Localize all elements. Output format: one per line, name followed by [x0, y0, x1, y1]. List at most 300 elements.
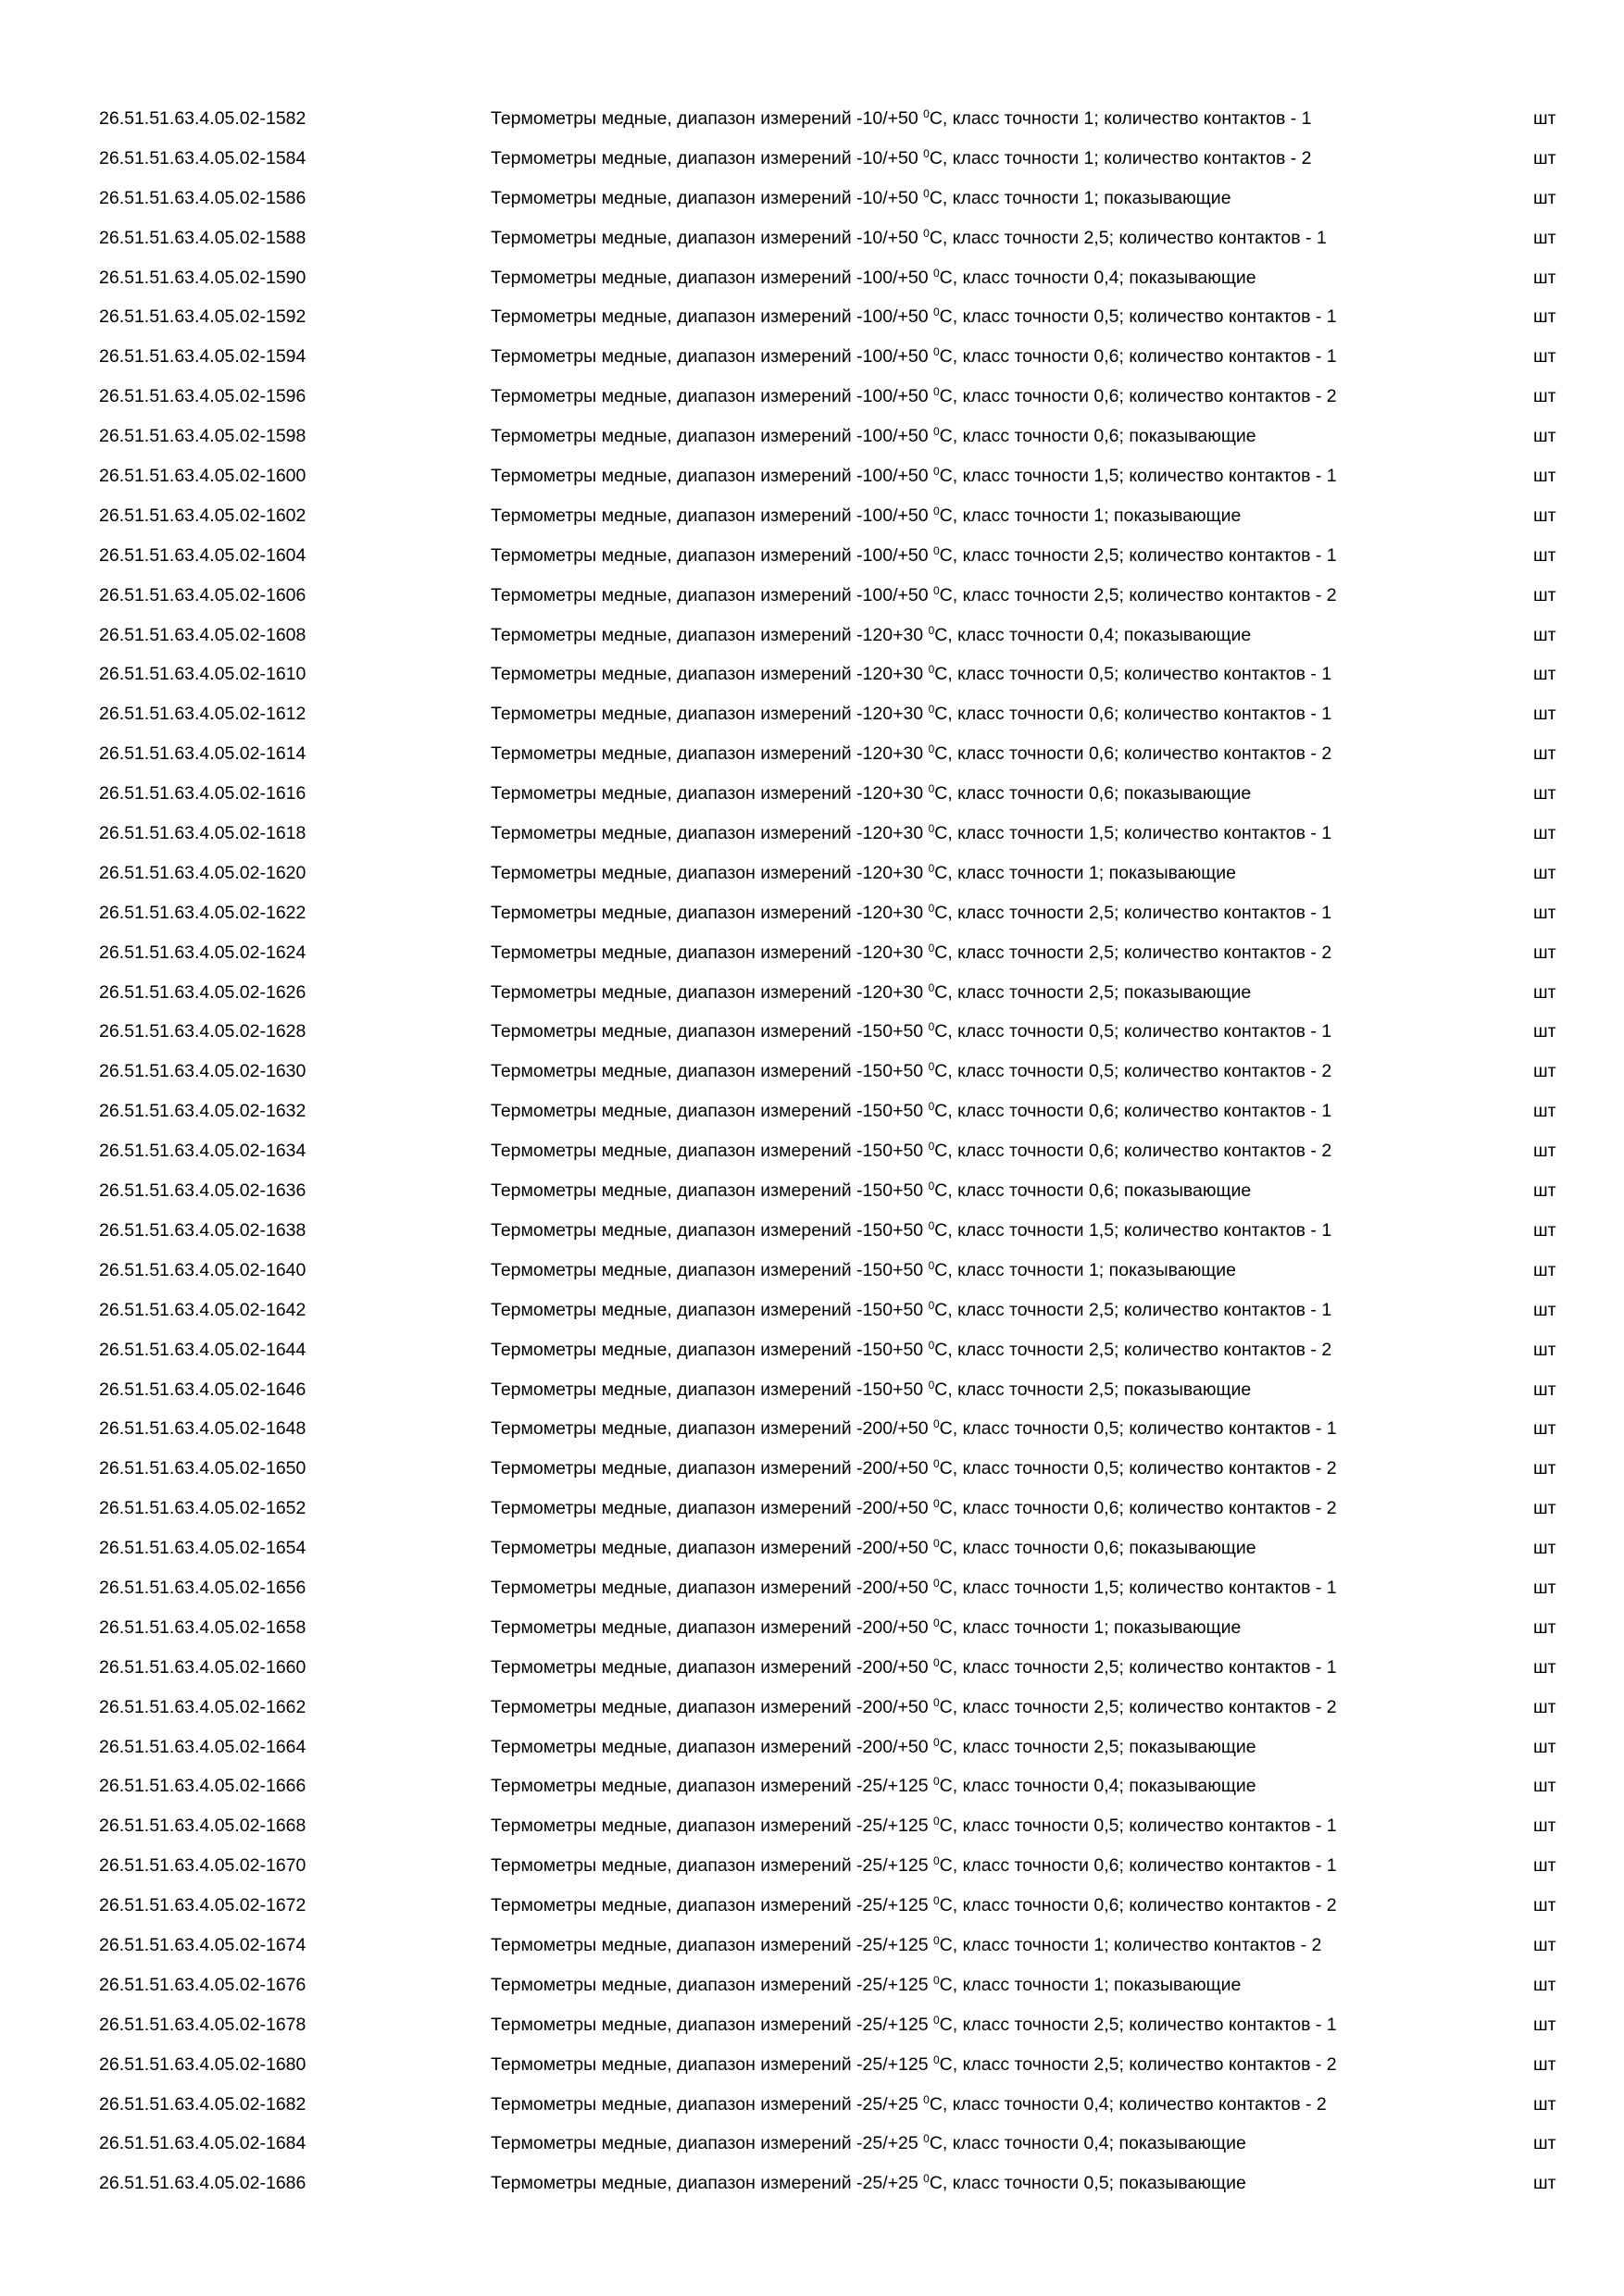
- item-description: [491, 417, 1256, 456]
- item-description: [491, 218, 1327, 258]
- degree-mark: 0: [923, 2132, 930, 2146]
- item-code: 26.51.51.63.4.05.02-1674: [99, 1934, 306, 1955]
- description-class: С, класс точности 2,5; количество контактов - 1: [934, 902, 1332, 923]
- item-code: 26.51.51.63.4.05.02-1592: [99, 306, 306, 328]
- description-range: Термометры медные, диапазон измерений -150+50: [491, 1061, 929, 1082]
- item-unit: шт: [1533, 2093, 1556, 2115]
- description-class: С, класс точности 0,6; показывающие: [934, 783, 1252, 805]
- item-code: 26.51.51.63.4.05.02-1672: [99, 1895, 306, 1916]
- table-row: [0, 973, 1624, 1013]
- item-description: [491, 973, 1251, 1013]
- description-class: С, класс точности 0,6; показывающие: [934, 1180, 1252, 1202]
- table-row: [0, 1370, 1624, 1410]
- item-unit: шт: [1533, 664, 1556, 685]
- degree-mark: 0: [928, 861, 935, 875]
- item-description: [491, 2164, 1246, 2203]
- item-unit: шт: [1533, 1021, 1556, 1042]
- degree-mark: 0: [928, 980, 935, 994]
- item-code: 26.51.51.63.4.05.02-1638: [99, 1219, 306, 1241]
- description-range: Термометры медные, диапазон измерений -200/+50: [491, 1498, 933, 1519]
- description-range: Термометры медные, диапазон измерений -150+50: [491, 1339, 929, 1360]
- description-range: Термометры медные, диапазон измерений -150+50: [491, 1180, 929, 1202]
- description-range: Термометры медные, диапазон измерений -25/+25: [491, 2133, 924, 2154]
- description-range: Термометры медные, диапазон измерений -100/+50: [491, 466, 933, 487]
- description-class: С, класс точности 2,5; количество контактов - 1: [929, 227, 1327, 248]
- table-row: [0, 1806, 1624, 1846]
- item-unit: шт: [1533, 1577, 1556, 1598]
- table-row: [0, 933, 1624, 973]
- description-class: С, класс точности 1; показывающие: [939, 505, 1242, 526]
- item-unit: шт: [1533, 386, 1556, 407]
- item-description: [491, 179, 1231, 218]
- description-class: С, класс точности 2,5; количество контактов - 2: [939, 2053, 1337, 2075]
- description-class: С, класс точности 1; количество контактов - 2: [939, 1934, 1322, 1955]
- description-range: Термометры медные, диапазон измерений -25/+125: [491, 1816, 933, 1837]
- degree-mark: 0: [932, 1735, 940, 1749]
- degree-mark: 0: [928, 941, 935, 955]
- degree-mark: 0: [932, 1775, 940, 1789]
- description-class: С, класс точности 2,5; количество контактов - 2: [939, 584, 1337, 605]
- description-range: Термометры медные, диапазон измерений -120+30: [491, 664, 929, 685]
- description-class: С, класс точности 1,5; количество контактов - 1: [934, 823, 1332, 844]
- degree-mark: 0: [928, 742, 935, 756]
- description-class: С, класс точности 1; показывающие: [934, 862, 1236, 883]
- description-class: С, класс точности 2,5; количество контактов - 2: [934, 942, 1332, 963]
- description-range: Термометры медные, диапазон измерений -200/+50: [491, 1577, 933, 1598]
- description-class: С, класс точности 0,6; количество контактов - 1: [939, 346, 1337, 368]
- description-class: С, класс точности 0,6; количество контактов - 2: [934, 743, 1332, 765]
- description-class: С, класс точности 2,5; количество контактов - 1: [934, 1299, 1332, 1320]
- description-range: Термометры медные, диапазон измерений -120+30: [491, 942, 929, 963]
- item-unit: шт: [1533, 466, 1556, 487]
- description-range: Термометры медные, диапазон измерений -10/+50: [491, 108, 924, 129]
- degree-mark: 0: [928, 1020, 935, 1034]
- description-class: С, класс точности 0,5; количество контактов - 1: [934, 664, 1332, 685]
- description-class: С, класс точности 0,6; количество контактов - 1: [934, 704, 1332, 725]
- item-description: [491, 1648, 1337, 1688]
- item-code: 26.51.51.63.4.05.02-1684: [99, 2133, 306, 2154]
- item-unit: шт: [1533, 1259, 1556, 1280]
- description-class: С, класс точности 0,5; количество контактов - 1: [939, 1816, 1337, 1837]
- description-range: Термометры медные, диапазон измерений -150+50: [491, 1021, 929, 1042]
- item-code: 26.51.51.63.4.05.02-1646: [99, 1379, 306, 1400]
- table-row: [0, 1330, 1624, 1370]
- item-unit: шт: [1533, 704, 1556, 725]
- item-description: [491, 139, 1312, 179]
- degree-mark: 0: [928, 1378, 935, 1391]
- item-description: [491, 1608, 1241, 1648]
- description-class: С, класс точности 2,5; количество контактов - 1: [939, 2014, 1337, 2035]
- item-description: [491, 1092, 1331, 1131]
- degree-mark: 0: [932, 1497, 940, 1511]
- item-unit: шт: [1533, 346, 1556, 368]
- table-row: [0, 1766, 1624, 1806]
- description-class: С, класс точности 0,6; количество контактов - 1: [934, 1101, 1332, 1122]
- item-code: 26.51.51.63.4.05.02-1630: [99, 1061, 306, 1082]
- item-code: 26.51.51.63.4.05.02-1656: [99, 1577, 306, 1598]
- item-code: 26.51.51.63.4.05.02-1686: [99, 2173, 306, 2194]
- item-unit: шт: [1533, 1418, 1556, 1440]
- description-class: С, класс точности 0,4; показывающие: [934, 624, 1252, 645]
- item-unit: шт: [1533, 1299, 1556, 1320]
- degree-mark: 0: [928, 782, 935, 796]
- item-description: [491, 1052, 1331, 1092]
- table-row: [0, 576, 1624, 616]
- table-row: [0, 139, 1624, 179]
- item-code: 26.51.51.63.4.05.02-1634: [99, 1141, 306, 1162]
- degree-mark: 0: [928, 1298, 935, 1312]
- item-description: [491, 774, 1251, 814]
- description-class: С, класс точности 1,5; количество контактов - 1: [934, 1219, 1332, 1241]
- item-code: 26.51.51.63.4.05.02-1666: [99, 1776, 306, 1797]
- description-range: Термометры медные, диапазон измерений -25/+125: [491, 1895, 933, 1916]
- item-unit: шт: [1533, 1379, 1556, 1400]
- table-row: [0, 1965, 1624, 2005]
- item-code: 26.51.51.63.4.05.02-1600: [99, 466, 306, 487]
- description-class: С, класс точности 0,5; количество контактов - 1: [934, 1021, 1332, 1042]
- table-row: [0, 1092, 1624, 1131]
- table-row: [0, 655, 1624, 694]
- description-range: Термометры медные, диапазон измерений -100/+50: [491, 584, 933, 605]
- item-code: 26.51.51.63.4.05.02-1618: [99, 823, 306, 844]
- item-description: [491, 1766, 1256, 1806]
- description-range: Термометры медные, диапазон измерений -120+30: [491, 624, 929, 645]
- item-code: 26.51.51.63.4.05.02-1612: [99, 704, 306, 725]
- description-class: С, класс точности 1; показывающие: [934, 1259, 1236, 1280]
- degree-mark: 0: [932, 583, 940, 597]
- degree-mark: 0: [928, 1100, 935, 1114]
- table-row: [0, 377, 1624, 417]
- item-unit: шт: [1533, 1616, 1556, 1638]
- item-description: [491, 1211, 1331, 1251]
- table-row: [0, 1211, 1624, 1251]
- item-unit: шт: [1533, 108, 1556, 129]
- description-range: Термометры медные, диапазон измерений -25/+25: [491, 2093, 924, 2115]
- item-unit: шт: [1533, 2053, 1556, 2075]
- item-unit: шт: [1533, 187, 1556, 208]
- item-code: 26.51.51.63.4.05.02-1582: [99, 108, 306, 129]
- table-row: [0, 1608, 1624, 1648]
- item-unit: шт: [1533, 1180, 1556, 1202]
- table-row: [0, 814, 1624, 854]
- description-range: Термометры медные, диапазон измерений -100/+50: [491, 505, 933, 526]
- item-unit: шт: [1533, 227, 1556, 248]
- item-description: [491, 99, 1312, 139]
- description-class: С, класс точности 0,6; количество контактов - 2: [939, 386, 1337, 407]
- table-row: [0, 297, 1624, 337]
- item-unit: шт: [1533, 1934, 1556, 1955]
- degree-mark: 0: [928, 1258, 935, 1272]
- description-range: Термометры медные, диапазон измерений -150+50: [491, 1259, 929, 1280]
- item-code: 26.51.51.63.4.05.02-1636: [99, 1180, 306, 1202]
- item-code: 26.51.51.63.4.05.02-1616: [99, 783, 306, 805]
- item-unit: шт: [1533, 1538, 1556, 1559]
- description-range: Термометры медные, диапазон измерений -25/+125: [491, 2014, 933, 2035]
- degree-mark: 0: [932, 1933, 940, 1947]
- degree-mark: 0: [932, 1537, 940, 1551]
- table-row: [0, 1926, 1624, 1965]
- table-row: [0, 694, 1624, 734]
- item-description: [491, 1846, 1337, 1886]
- item-description: [491, 1449, 1337, 1489]
- degree-mark: 0: [928, 1140, 935, 1154]
- degree-mark: 0: [932, 2013, 940, 2027]
- item-description: [491, 377, 1337, 417]
- table-row: [0, 1171, 1624, 1211]
- description-class: С, класс точности 1; показывающие: [929, 187, 1231, 208]
- item-description: [491, 1330, 1331, 1370]
- degree-mark: 0: [923, 107, 930, 120]
- table-row: [0, 258, 1624, 298]
- description-range: Термометры медные, диапазон измерений -120+30: [491, 704, 929, 725]
- item-unit: шт: [1533, 823, 1556, 844]
- degree-mark: 0: [928, 1060, 935, 1074]
- item-description: [491, 297, 1337, 337]
- item-description: [491, 1131, 1331, 1171]
- item-code: 26.51.51.63.4.05.02-1654: [99, 1538, 306, 1559]
- item-unit: шт: [1533, 1339, 1556, 1360]
- table-row: [0, 734, 1624, 774]
- item-code: 26.51.51.63.4.05.02-1604: [99, 544, 306, 566]
- item-description: [491, 496, 1241, 536]
- degree-mark: 0: [928, 623, 935, 637]
- degree-mark: 0: [932, 1973, 940, 1987]
- table-row: [0, 1648, 1624, 1688]
- item-description: [491, 536, 1337, 576]
- description-class: С, класс точности 0,6; количество контактов - 2: [939, 1498, 1337, 1519]
- description-range: Термометры медные, диапазон измерений -200/+50: [491, 1656, 933, 1678]
- item-unit: шт: [1533, 2133, 1556, 2154]
- table-row: [0, 536, 1624, 576]
- degree-mark: 0: [928, 703, 935, 717]
- description-range: Термометры медные, диапазон измерений -100/+50: [491, 306, 933, 328]
- degree-mark: 0: [932, 306, 940, 319]
- description-range: Термометры медные, диапазон измерений -10/+50: [491, 227, 924, 248]
- item-code: 26.51.51.63.4.05.02-1610: [99, 664, 306, 685]
- item-description: [491, 1529, 1256, 1568]
- table-row: [0, 337, 1624, 377]
- item-unit: шт: [1533, 1895, 1556, 1916]
- item-code: 26.51.51.63.4.05.02-1668: [99, 1816, 306, 1837]
- degree-mark: 0: [923, 2092, 930, 2106]
- item-code: 26.51.51.63.4.05.02-1664: [99, 1736, 306, 1757]
- item-code: 26.51.51.63.4.05.02-1632: [99, 1101, 306, 1122]
- item-description: [491, 258, 1256, 298]
- item-unit: шт: [1533, 1974, 1556, 1995]
- item-unit: шт: [1533, 267, 1556, 288]
- price-table: [0, 99, 1624, 2203]
- description-range: Термометры медные, диапазон измерений -25/+125: [491, 1855, 933, 1877]
- item-description: [491, 1370, 1251, 1410]
- description-class: С, класс точности 0,4; показывающие: [939, 267, 1256, 288]
- description-range: Термометры медные, диапазон измерений -10/+50: [491, 147, 924, 168]
- item-description: [491, 734, 1331, 774]
- item-description: [491, 1965, 1241, 2005]
- degree-mark: 0: [932, 1655, 940, 1669]
- description-class: С, класс точности 0,4; показывающие: [929, 2133, 1246, 2154]
- table-row: [0, 456, 1624, 496]
- item-description: [491, 1291, 1331, 1330]
- item-code: 26.51.51.63.4.05.02-1670: [99, 1855, 306, 1877]
- degree-mark: 0: [932, 1457, 940, 1471]
- description-range: Термометры медные, диапазон измерений -25/+125: [491, 2053, 933, 2075]
- description-range: Термометры медные, диапазон измерений -120+30: [491, 823, 929, 844]
- item-unit: шт: [1533, 1101, 1556, 1122]
- description-range: Термометры медные, диапазон измерений -200/+50: [491, 1736, 933, 1757]
- item-unit: шт: [1533, 942, 1556, 963]
- degree-mark: 0: [928, 1218, 935, 1232]
- table-row: [0, 496, 1624, 536]
- table-row: [0, 854, 1624, 893]
- table-row: [0, 2045, 1624, 2085]
- item-description: [491, 655, 1331, 694]
- description-class: С, класс точности 0,5; количество контактов - 1: [939, 306, 1337, 328]
- item-unit: шт: [1533, 306, 1556, 328]
- description-class: С, класс точности 1; количество контактов - 2: [929, 147, 1312, 168]
- table-row: [0, 2124, 1624, 2164]
- description-class: С, класс точности 0,6; количество контактов - 2: [934, 1141, 1332, 1162]
- description-class: С, класс точности 0,5; количество контактов - 1: [939, 1418, 1337, 1440]
- description-range: Термометры медные, диапазон измерений -120+30: [491, 783, 929, 805]
- degree-mark: 0: [932, 425, 940, 439]
- description-range: Термометры медные, диапазон измерений -25/+125: [491, 1776, 933, 1797]
- description-class: С, класс точности 1; показывающие: [939, 1974, 1242, 1995]
- description-range: Термометры медные, диапазон измерений -100/+50: [491, 426, 933, 447]
- table-row: [0, 616, 1624, 655]
- item-code: 26.51.51.63.4.05.02-1642: [99, 1299, 306, 1320]
- description-class: С, класс точности 2,5; количество контактов - 1: [939, 544, 1337, 566]
- item-description: [491, 337, 1337, 377]
- degree-mark: 0: [932, 1616, 940, 1629]
- item-description: [491, 576, 1337, 616]
- degree-mark: 0: [928, 1338, 935, 1352]
- item-unit: шт: [1533, 1855, 1556, 1877]
- table-row: [0, 1568, 1624, 1608]
- item-unit: шт: [1533, 1498, 1556, 1519]
- item-description: [491, 1489, 1337, 1529]
- table-row: [0, 1688, 1624, 1728]
- item-description: [491, 933, 1331, 973]
- item-code: 26.51.51.63.4.05.02-1588: [99, 227, 306, 248]
- degree-mark: 0: [932, 504, 940, 518]
- description-class: С, класс точности 0,6; показывающие: [939, 426, 1256, 447]
- description-range: Термометры медные, диапазон измерений -200/+50: [491, 1418, 933, 1440]
- item-code: 26.51.51.63.4.05.02-1598: [99, 426, 306, 447]
- degree-mark: 0: [932, 1417, 940, 1431]
- item-unit: шт: [1533, 902, 1556, 923]
- description-range: Термометры медные, диапазон измерений -25/+125: [491, 1974, 933, 1995]
- item-description: [491, 1171, 1251, 1211]
- item-unit: шт: [1533, 505, 1556, 526]
- item-code: 26.51.51.63.4.05.02-1622: [99, 902, 306, 923]
- item-description: [491, 893, 1331, 933]
- degree-mark: 0: [932, 1894, 940, 1908]
- item-unit: шт: [1533, 544, 1556, 566]
- item-unit: шт: [1533, 147, 1556, 168]
- table-row: [0, 1131, 1624, 1171]
- description-range: Термометры медные, диапазон измерений -200/+50: [491, 1458, 933, 1479]
- table-row: [0, 1886, 1624, 1926]
- degree-mark: 0: [932, 543, 940, 557]
- item-code: 26.51.51.63.4.05.02-1590: [99, 267, 306, 288]
- table-row: [0, 417, 1624, 456]
- item-description: [491, 854, 1236, 893]
- degree-mark: 0: [932, 1576, 940, 1590]
- table-row: [0, 2085, 1624, 2125]
- item-description: [491, 616, 1251, 655]
- description-class: С, класс точности 0,5; количество контактов - 2: [934, 1061, 1332, 1082]
- description-range: Термометры медные, диапазон измерений -150+50: [491, 1379, 929, 1400]
- item-unit: шт: [1533, 1141, 1556, 1162]
- description-range: Термометры медные, диапазон измерений -10/+50: [491, 187, 924, 208]
- table-row: [0, 99, 1624, 139]
- degree-mark: 0: [923, 226, 930, 240]
- table-row: [0, 2164, 1624, 2203]
- item-unit: шт: [1533, 1816, 1556, 1837]
- item-description: [491, 2085, 1327, 2125]
- description-range: Термометры медные, диапазон измерений -150+50: [491, 1101, 929, 1122]
- description-range: Термометры медные, диапазон измерений -150+50: [491, 1219, 929, 1241]
- degree-mark: 0: [932, 2053, 940, 2066]
- description-range: Термометры медные, диапазон измерений -200/+50: [491, 1616, 933, 1638]
- description-range: Термометры медные, диапазон измерений -100/+50: [491, 544, 933, 566]
- item-description: [491, 1012, 1331, 1052]
- table-row: [0, 1052, 1624, 1092]
- item-description: [491, 694, 1331, 734]
- item-unit: шт: [1533, 1458, 1556, 1479]
- item-unit: шт: [1533, 1696, 1556, 1717]
- degree-mark: 0: [932, 1815, 940, 1828]
- item-code: 26.51.51.63.4.05.02-1594: [99, 346, 306, 368]
- table-row: [0, 2005, 1624, 2045]
- item-code: 26.51.51.63.4.05.02-1614: [99, 743, 306, 765]
- item-unit: шт: [1533, 1219, 1556, 1241]
- item-unit: шт: [1533, 584, 1556, 605]
- table-row: [0, 1529, 1624, 1568]
- degree-mark: 0: [928, 663, 935, 677]
- item-unit: шт: [1533, 1656, 1556, 1678]
- item-code: 26.51.51.63.4.05.02-1648: [99, 1418, 306, 1440]
- description-class: С, класс точности 2,5; показывающие: [934, 981, 1252, 1003]
- description-range: Термометры медные, диапазон измерений -120+30: [491, 981, 929, 1003]
- table-row: [0, 218, 1624, 258]
- item-unit: шт: [1533, 981, 1556, 1003]
- table-row: [0, 1489, 1624, 1529]
- item-description: [491, 1806, 1337, 1846]
- table-row: [0, 1291, 1624, 1330]
- table-row: [0, 1449, 1624, 1489]
- item-code: 26.51.51.63.4.05.02-1652: [99, 1498, 306, 1519]
- item-unit: шт: [1533, 2014, 1556, 2035]
- table-row: [0, 1728, 1624, 1767]
- item-code: 26.51.51.63.4.05.02-1640: [99, 1259, 306, 1280]
- item-code: 26.51.51.63.4.05.02-1658: [99, 1616, 306, 1638]
- description-range: Термометры медные, диапазон измерений -100/+50: [491, 346, 933, 368]
- description-range: Термометры медные, диапазон измерений -120+30: [491, 902, 929, 923]
- table-row: [0, 1251, 1624, 1291]
- degree-mark: 0: [932, 1854, 940, 1868]
- description-class: С, класс точности 1; количество контактов - 1: [929, 108, 1312, 129]
- item-code: 26.51.51.63.4.05.02-1676: [99, 1974, 306, 1995]
- item-unit: шт: [1533, 862, 1556, 883]
- description-class: С, класс точности 1; показывающие: [939, 1616, 1242, 1638]
- item-code: 26.51.51.63.4.05.02-1680: [99, 2053, 306, 2075]
- description-class: С, класс точности 0,6; количество контактов - 1: [939, 1855, 1337, 1877]
- description-class: С, класс точности 1,5; количество контактов - 1: [939, 1577, 1337, 1598]
- item-unit: шт: [1533, 743, 1556, 765]
- item-description: [491, 2045, 1337, 2085]
- description-class: С, класс точности 0,4; количество контактов - 2: [929, 2093, 1327, 2115]
